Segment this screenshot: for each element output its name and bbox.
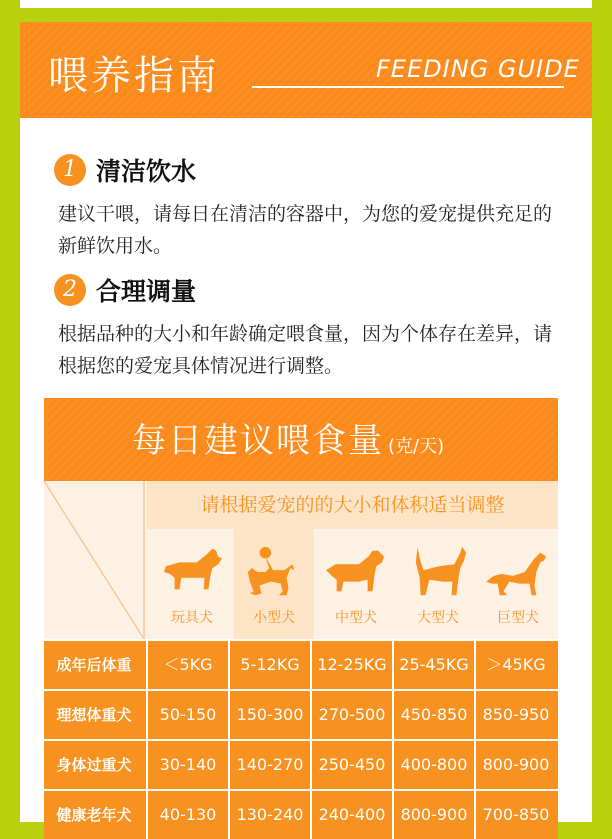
table-row <box>44 689 558 739</box>
table-row <box>44 739 558 789</box>
table-cell: 250-450 <box>310 741 392 789</box>
table-cell: 270-500 <box>310 691 392 739</box>
table-cell: 150-300 <box>228 691 310 739</box>
table-cell: ＜5KG <box>146 641 228 689</box>
step-number: 1 <box>54 154 86 186</box>
dog-size-column <box>316 529 396 639</box>
dog-size-column <box>478 529 558 639</box>
top-strip <box>20 0 592 8</box>
table-cell: 140-270 <box>228 741 310 789</box>
step-number: 2 <box>54 274 86 306</box>
step-body: 根据品种的大小和年龄确定喂食量，因为个体存在差异，请根据您的爱宠具体情况进行调整。 <box>58 323 553 377</box>
table-unit: (克/天) <box>388 436 445 457</box>
row-header: 身体过重犬 <box>56 756 132 774</box>
table-dog-header <box>44 481 558 639</box>
dog-size-column <box>152 529 232 639</box>
diagonal-divider <box>44 481 144 639</box>
table-cell: 450-850 <box>392 691 474 739</box>
small-dog-icon <box>240 543 308 601</box>
step-body: 建议干喂，请每日在清洁的容器中，为您的爱宠提供充足的新鲜饮用水。 <box>58 203 553 257</box>
giant-dog-icon <box>484 543 552 601</box>
feeding-guide-banner <box>20 22 592 118</box>
dog-size-label: 小型犬 <box>253 610 295 626</box>
table-cell: 800-900 <box>392 791 474 839</box>
dog-size-column <box>398 529 478 639</box>
table-cell: 40-130 <box>146 791 228 839</box>
table-cell: 400-800 <box>392 741 474 789</box>
dog-size-label: 巨型犬 <box>497 610 539 626</box>
step-title: 清洁饮水 <box>96 157 197 186</box>
table-cell: 240-400 <box>310 791 392 839</box>
dog-size-column <box>234 529 314 639</box>
table-title <box>132 413 444 462</box>
table-cell: 50-150 <box>146 691 228 739</box>
table-row <box>44 789 558 839</box>
table-title-text: 每日建议喂食量 <box>132 421 384 461</box>
row-header: 健康老年犬 <box>56 806 132 824</box>
dog-size-label: 大型犬 <box>417 610 459 626</box>
table-cell: 25-45KG <box>392 641 474 689</box>
banner-title: 喂养指南 <box>48 53 220 99</box>
table-cell: 30-140 <box>146 741 228 789</box>
step-title: 合理调量 <box>96 277 197 306</box>
table-cell: 850-950 <box>474 691 556 739</box>
medium-dog-icon <box>322 543 390 601</box>
large-dog-icon <box>404 543 472 601</box>
table-cell: 130-240 <box>228 791 310 839</box>
feeding-table <box>44 398 558 839</box>
row-header: 理想体重犬 <box>56 706 132 724</box>
row-header: 成年后体重 <box>56 656 132 674</box>
table-cell: 5-12KG <box>228 641 310 689</box>
table-row <box>44 639 558 689</box>
table-header <box>44 398 558 481</box>
dog-size-label: 玩具犬 <box>171 610 213 626</box>
toy-dog-icon <box>158 543 226 601</box>
banner-divider <box>252 86 564 88</box>
table-cell: 12-25KG <box>310 641 392 689</box>
adjust-note: 请根据爱宠的的大小和体积适当调整 <box>147 481 558 529</box>
dog-size-label: 中型犬 <box>335 610 377 626</box>
table-cell: ＞45KG <box>474 641 556 689</box>
feeding-guide-card <box>20 22 592 822</box>
table-cell: 700-850 <box>474 791 556 839</box>
table-cell: 800-900 <box>474 741 556 789</box>
banner-subtitle: FEEDING GUIDE <box>376 55 580 83</box>
